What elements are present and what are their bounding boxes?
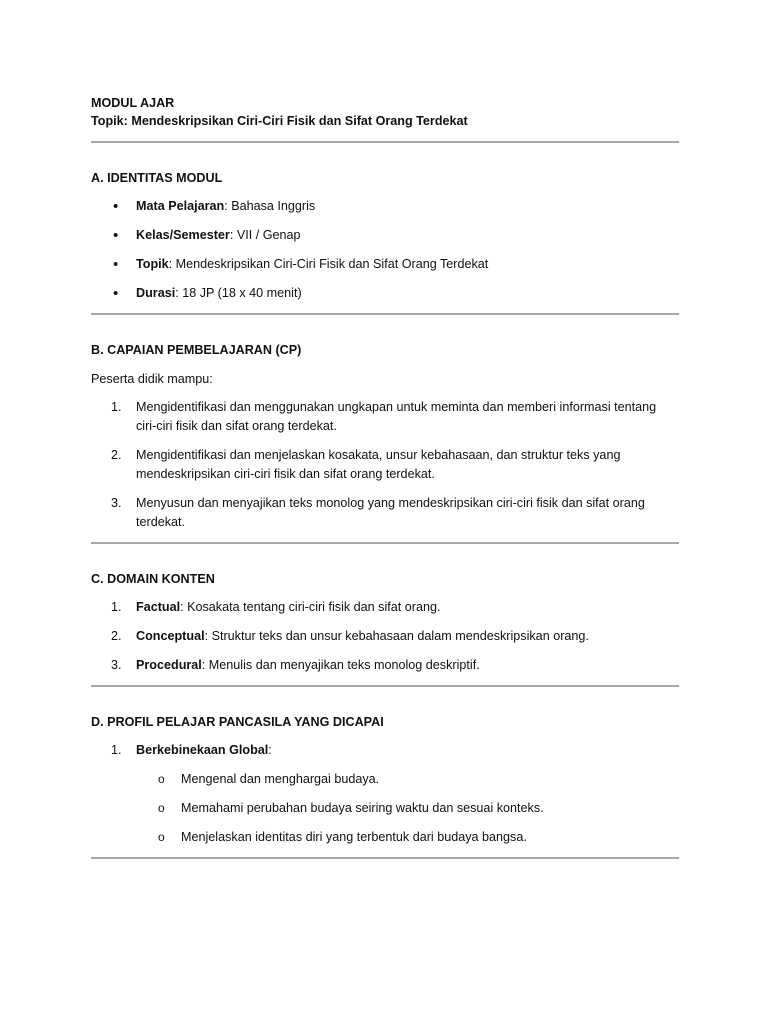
section-d-list: [91, 741, 679, 760]
item-label: Topik: [136, 257, 169, 271]
section-c-heading: C. DOMAIN KONTEN: [91, 572, 215, 586]
item-text: Mengidentifikasi dan menggunakan ungkapan untuk meminta dan memberi informasi tentang ciri-ciri fisik dan sifat orang terdekat.: [136, 400, 657, 433]
list-item: [91, 494, 679, 532]
document-topic: Topik: Mendeskripsikan Ciri-Ciri Fisik dan Sifat Orang Terdekat: [91, 114, 468, 128]
list-item: [91, 741, 679, 760]
list-item: [91, 598, 679, 617]
list-item: [91, 284, 679, 303]
item-text: Menjelaskan identitas diri yang terbentuk dari budaya bangsa.: [181, 830, 527, 844]
item-number: 1.: [111, 743, 122, 757]
circle-bullet-icon: o: [158, 801, 165, 815]
list-item: [91, 197, 679, 216]
divider-5: [91, 857, 679, 859]
item-label: Berkebinekaan Global: [136, 743, 269, 757]
bullet-icon: •: [113, 256, 119, 273]
item-label: Durasi: [136, 286, 176, 300]
section-b-heading: B. CAPAIAN PEMBELAJARAN (CP): [91, 343, 302, 357]
item-label: Conceptual: [136, 629, 205, 643]
item-value: : Struktur teks dan unsur kebahasaan dalam mendeskripsikan orang.: [204, 629, 589, 643]
document-title: MODUL AJAR: [91, 96, 175, 110]
item-number: 1.: [111, 400, 122, 414]
item-text: Menyusun dan menyajikan teks monolog yang mendeskripsikan ciri-ciri fisik dan sifat orang terdekat.: [136, 496, 645, 529]
item-text: Mengidentifikasi dan menjelaskan kosakata, unsur kebahasaan, dan struktur teks yang mendeskripsikan ciri-ciri fisik dan sifat orang terdekat.: [136, 448, 621, 481]
list-item: [91, 255, 679, 274]
item-value: : Kosakata tentang ciri-ciri fisik dan sifat orang.: [180, 600, 441, 614]
item-text: Mengenal dan menghargai budaya.: [181, 772, 380, 786]
item-value: : Mendeskripsikan Ciri-Ciri Fisik dan Sifat Orang Terdekat: [168, 257, 489, 271]
item-label: Factual: [136, 600, 181, 614]
item-number: 2.: [111, 629, 122, 643]
item-label: Procedural: [136, 658, 202, 672]
divider-3: [91, 542, 679, 544]
item-value: :: [268, 743, 272, 757]
document-page: [91, 94, 679, 859]
item-number: 2.: [111, 448, 122, 462]
item-value: : 18 JP (18 x 40 menit): [175, 286, 302, 300]
list-item: [91, 398, 679, 436]
list-item: [91, 770, 679, 789]
circle-bullet-icon: o: [158, 772, 165, 786]
divider-2: [91, 313, 679, 315]
list-item: [91, 656, 679, 675]
item-number: 3.: [111, 658, 122, 672]
list-item: [91, 446, 679, 484]
section-b-list: [91, 398, 679, 532]
item-number: 3.: [111, 496, 122, 510]
section-d-sublist: [91, 770, 679, 847]
item-value: : VII / Genap: [229, 228, 301, 242]
list-item: [91, 828, 679, 847]
bullet-icon: •: [113, 285, 119, 302]
bullet-icon: •: [113, 227, 119, 244]
list-item: [91, 627, 679, 646]
list-item: [91, 799, 679, 818]
list-item: [91, 226, 679, 245]
bullet-icon: •: [113, 198, 119, 215]
circle-bullet-icon: o: [158, 830, 165, 844]
item-number: 1.: [111, 600, 122, 614]
section-c-list: [91, 598, 679, 675]
section-b-intro: Peserta didik mampu:: [91, 372, 213, 386]
item-value: : Bahasa Inggris: [224, 199, 316, 213]
item-text: Memahami perubahan budaya seiring waktu dan sesuai konteks.: [181, 801, 544, 815]
item-value: : Menulis dan menyajikan teks monolog deskriptif.: [201, 658, 480, 672]
section-a-list: [91, 197, 679, 303]
item-label: Mata Pelajaran: [136, 199, 225, 213]
divider-4: [91, 685, 679, 687]
section-d-heading: D. PROFIL PELAJAR PANCASILA YANG DICAPAI: [91, 715, 384, 729]
divider-1: [91, 141, 679, 143]
section-a-heading: A. IDENTITAS MODUL: [91, 171, 223, 185]
item-label: Kelas/Semester: [136, 228, 230, 242]
